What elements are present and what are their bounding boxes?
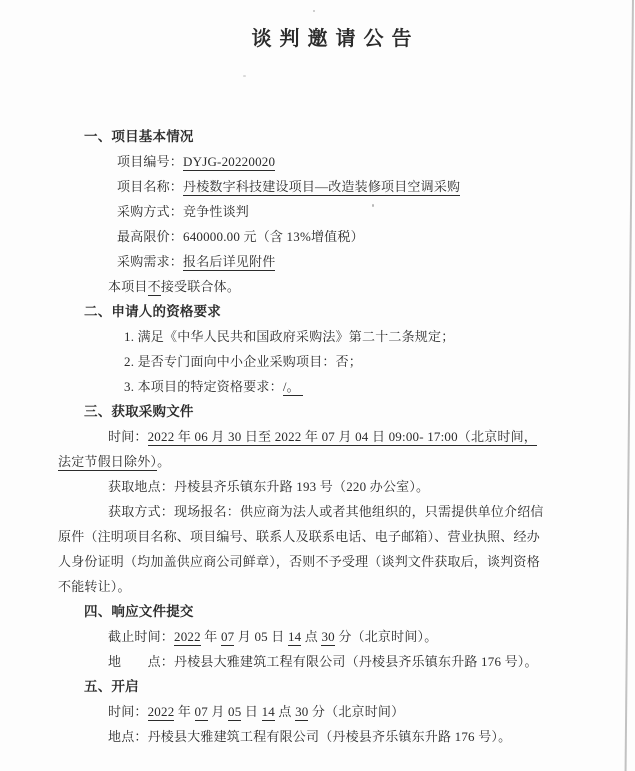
- doc-line: [58, 149, 550, 174]
- doc-line: [58, 699, 550, 724]
- text-run: 3. 本项目的特定资格要求：: [124, 379, 283, 394]
- text-run: 年: [200, 629, 221, 644]
- underlined-text: 30: [295, 704, 309, 719]
- section-heading: 一、项目基本情况: [84, 129, 194, 144]
- underlined-text: /。: [282, 379, 304, 394]
- text-run: 点: [301, 629, 322, 644]
- section-heading: 三、获取采购文件: [84, 404, 194, 419]
- text-run: 日: [241, 704, 262, 719]
- section-heading: 二、申请人的资格要求: [84, 304, 221, 319]
- doc-line: [58, 199, 550, 224]
- doc-line: [58, 274, 550, 299]
- text-run: 地点：丹棱县大雅建筑工程有限公司（丹棱县齐乐镇东升路 176 号）。: [108, 729, 512, 744]
- text-run: 最高限价：640000.00 元（含 13%增值税）: [117, 229, 364, 244]
- text-run: 获取地点：丹棱县齐乐镇东升路 193 号（220 办公室）。: [108, 479, 430, 494]
- scan-edge-artifact: [625, 0, 634, 771]
- text-run: 月 05 日: [234, 629, 288, 644]
- underlined-text: 14: [287, 629, 302, 644]
- doc-line: [58, 474, 550, 499]
- document-body: [58, 124, 550, 749]
- underlined-text: 14: [261, 704, 275, 719]
- text-run: 时间：: [108, 704, 148, 719]
- page-title: 谈判邀请公告: [251, 28, 420, 50]
- doc-line: [58, 424, 550, 474]
- doc-line: [58, 249, 550, 274]
- text-run: 获取方式：现场报名：供应商为法人或者其他组织的，只需提供单位介绍信原件（注明项目名称、项目编号、联系人及联系电话、电子邮箱）、营业执照、经办人身份证明（均加盖供应商公司鲜章），否则不予受理（谈判文件获取后，谈判资格不能转让）。: [58, 504, 544, 594]
- doc-line: [58, 724, 550, 749]
- text-run: 2. 是否专门面向中小企业采购项目：否；: [124, 354, 363, 369]
- doc-line: [58, 374, 550, 399]
- text-run: 月: [207, 704, 229, 719]
- doc-line: [58, 649, 550, 674]
- text-run: 。: [157, 454, 171, 469]
- doc-line: [58, 499, 550, 599]
- doc-line: [58, 324, 550, 349]
- text-run: 分（北京时间）: [308, 704, 405, 719]
- underlined-text: DYJG-20220020: [183, 154, 276, 169]
- doc-line: [58, 624, 550, 649]
- underlined-text: 2022 年 06 月 30 日至 2022 年 07 月 04 日 09:00- 17:00（北京时间，法定节假日除外）: [58, 429, 538, 469]
- scan-speck: [372, 204, 374, 207]
- section-heading: 四、响应文件提交: [84, 604, 194, 619]
- text-run: 本项目: [108, 279, 148, 294]
- text-run: 接受联合体。: [160, 279, 241, 294]
- text-run: 分（北京时间）。: [334, 629, 438, 644]
- scan-speck: [243, 75, 246, 77]
- underlined-text: 30: [321, 629, 335, 644]
- underlined-text: 报名后详见附件: [183, 254, 276, 269]
- text-run: 地 点：丹棱县大雅建筑工程有限公司（丹棱县齐乐镇东升路 176 号）。: [108, 654, 538, 669]
- underlined-text: 2022: [174, 629, 201, 644]
- scan-speck: [313, 10, 315, 12]
- underlined-text: 07: [220, 629, 235, 644]
- text-run: 采购需求：: [117, 254, 184, 269]
- text-run: 项目名称：: [117, 179, 184, 194]
- underlined-text: 2022: [147, 704, 175, 719]
- text-run: 项目编号：: [117, 154, 184, 169]
- text-run: 年: [174, 704, 195, 719]
- doc-line: [58, 224, 550, 249]
- text-run: 点: [274, 704, 296, 719]
- underlined-text: 07: [194, 704, 208, 719]
- text-run: 时间：: [108, 429, 148, 444]
- text-run: 1. 满足《中华人民共和国政府采购法》第二十二条规定；: [124, 329, 455, 344]
- text-run: 截止时间：: [108, 629, 175, 644]
- underlined-text: 不: [147, 279, 161, 294]
- section-heading: 五、开启: [84, 679, 139, 694]
- doc-line: [58, 349, 550, 374]
- underlined-text: 丹棱数字科技建设项目—改造装修项目空调采购: [183, 179, 461, 194]
- text-run: 采购方式：竞争性谈判: [117, 204, 250, 219]
- underlined-text: 05: [228, 704, 242, 719]
- doc-line: [58, 174, 550, 199]
